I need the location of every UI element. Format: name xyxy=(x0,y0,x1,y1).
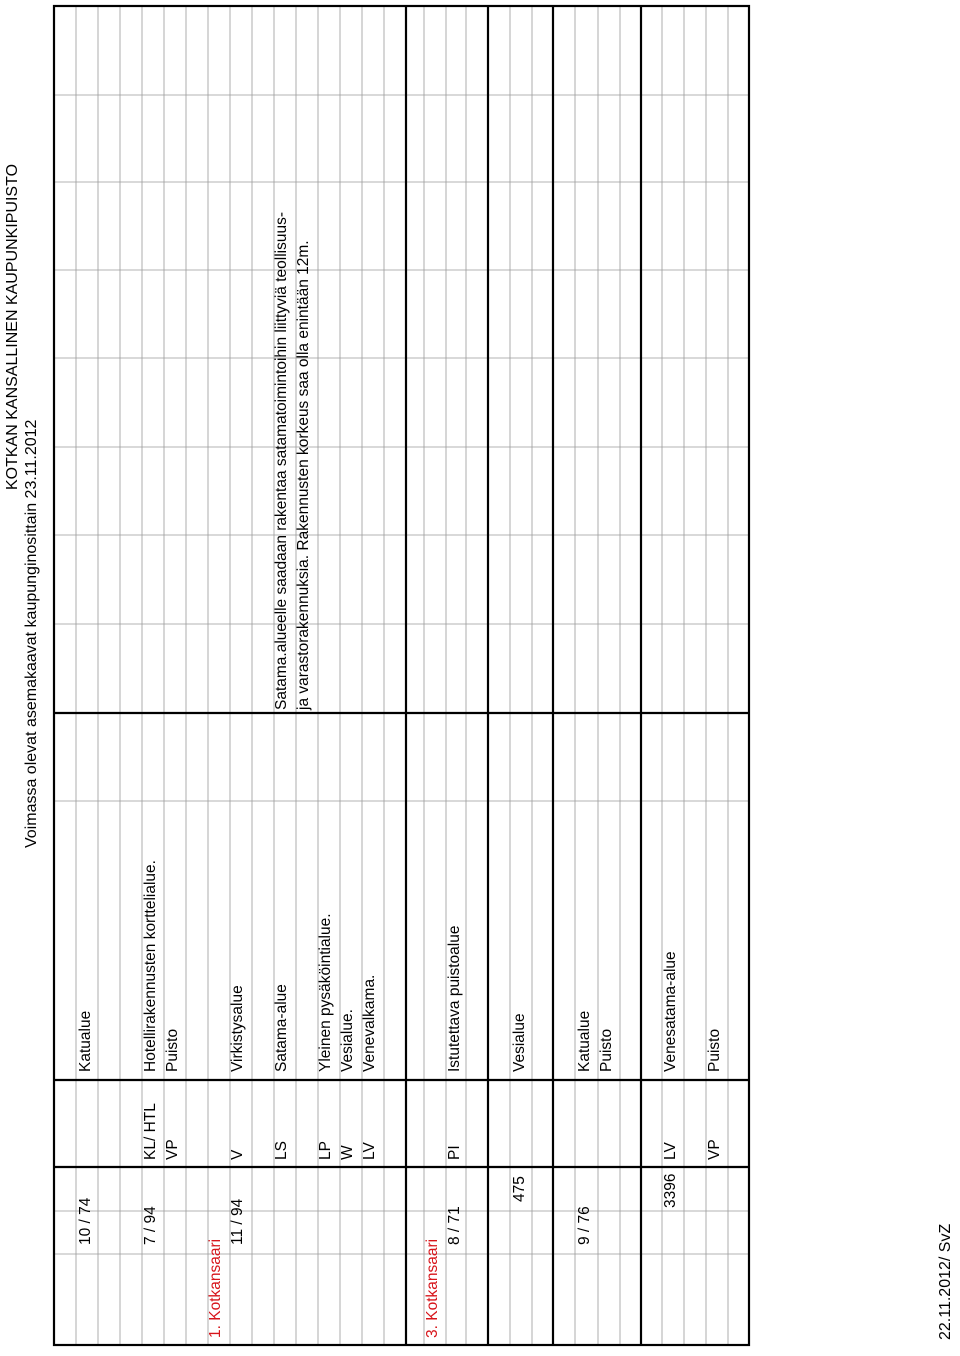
plan-number: 475 xyxy=(511,1176,528,1202)
zoning-code: LV xyxy=(662,1142,679,1160)
area-description: Katualue xyxy=(576,1010,593,1072)
area-description: Satama-alue xyxy=(273,984,290,1072)
plan-number: 3396 xyxy=(662,1173,679,1208)
zoning-code: PI xyxy=(446,1145,463,1160)
document-title: KOTKAN KANSALLINEN KAUPUNKIPUISTO xyxy=(4,163,21,490)
zoning-code: V xyxy=(229,1149,246,1160)
zoning-code: KL/ HTL xyxy=(142,1103,159,1160)
area-description: Yleinen pysäköintialue. xyxy=(317,913,334,1072)
zoning-code: LV xyxy=(361,1142,378,1160)
area-description: Venesatama-alue xyxy=(662,951,679,1072)
plan-number: 8 / 71 xyxy=(446,1206,463,1245)
area-description: Venevalkama. xyxy=(361,974,378,1072)
area-description: Puisto xyxy=(706,1028,723,1072)
footer-date-author: 22.11.2012/ SvZ xyxy=(937,1223,954,1340)
area-description: Vesialue xyxy=(511,1013,528,1072)
plan-number: 9 / 76 xyxy=(576,1206,593,1245)
regulation-note: ja varastorakennuksia. Rakennusten korkeus saa olla enintään 12m. xyxy=(295,240,312,710)
plan-number: 11 / 94 xyxy=(229,1198,246,1245)
area-description: Puisto xyxy=(598,1028,615,1072)
area-description: Vesialue. xyxy=(339,1009,356,1072)
area-description: Hotellirakennusten korttelialue. xyxy=(142,860,159,1072)
zoning-code: LP xyxy=(317,1141,334,1160)
section-heading: 3. Kotkansaari xyxy=(424,1238,441,1338)
area-description: Istutettava puistoalue xyxy=(446,925,463,1072)
document-subtitle: Voimassa olevat asemakaavat kaupunginosittain 23.11.2012 xyxy=(23,419,40,848)
zoning-code: W xyxy=(339,1145,356,1160)
area-description: Katualue xyxy=(77,1010,94,1072)
zoning-code: VP xyxy=(706,1139,723,1160)
area-description: Virkistysalue xyxy=(229,985,246,1072)
zoning-code: VP xyxy=(164,1139,181,1160)
zoning-code: LS xyxy=(273,1141,290,1160)
plan-number: 10 / 74 xyxy=(77,1197,94,1245)
area-description: Puisto xyxy=(164,1028,181,1072)
section-heading: 1. Kotkansaari xyxy=(207,1238,224,1338)
regulation-note: Satama.alueelle saadaan rakentaa satamatoimintoihin liittyviä teollisuus- xyxy=(273,212,290,710)
plan-number: 7 / 94 xyxy=(142,1206,159,1245)
